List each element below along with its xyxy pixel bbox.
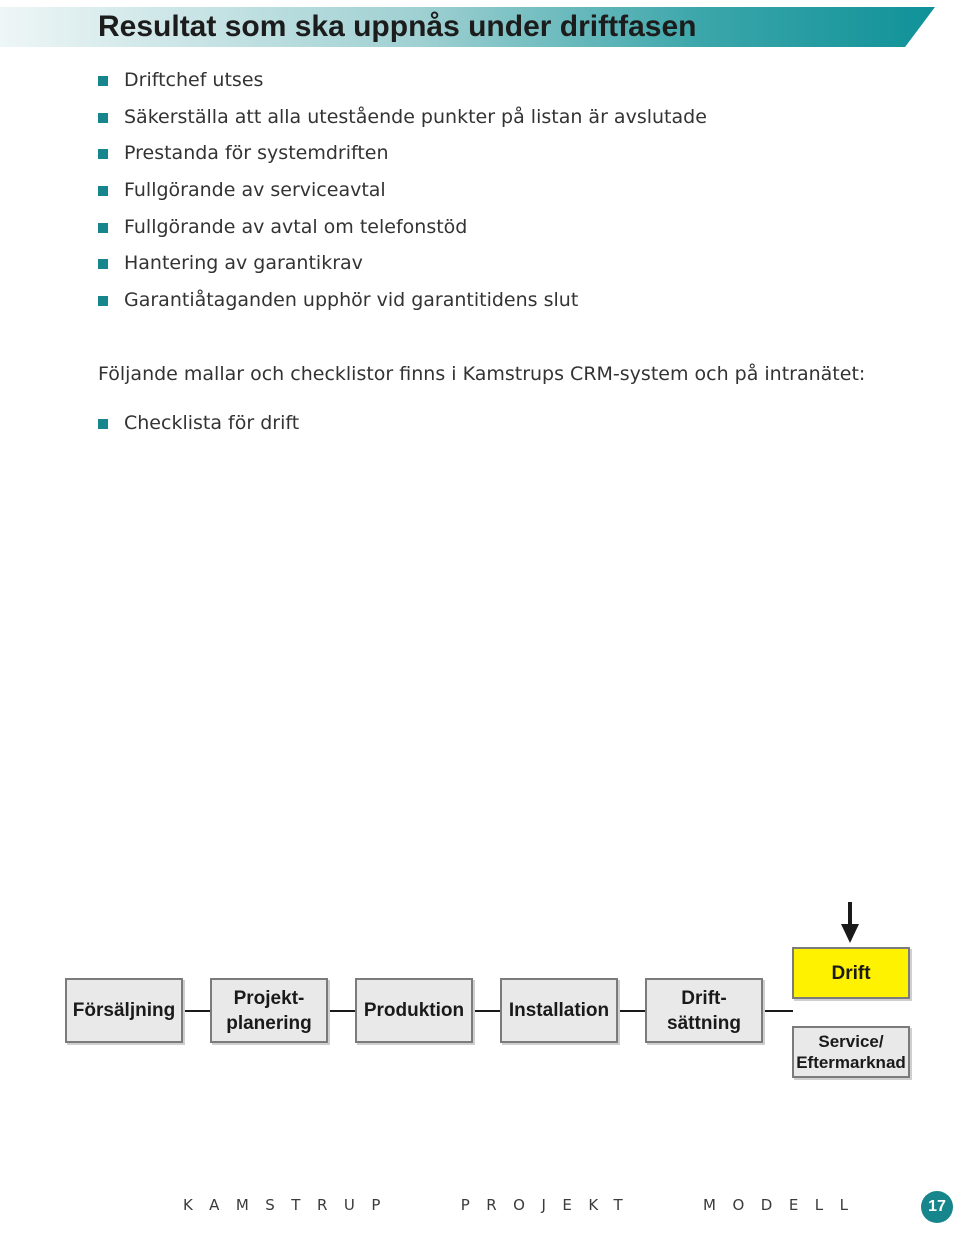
templates-list	[98, 405, 299, 442]
current-phase-arrow-icon	[841, 902, 859, 943]
square-bullet-icon	[98, 76, 108, 86]
footer-brand: KAMSTRUP PROJEKT MODELL	[183, 1196, 865, 1214]
connector-line	[328, 1010, 356, 1012]
list-item-text: Prestanda för systemdriften	[124, 142, 389, 165]
list-item	[98, 405, 299, 442]
list-item	[98, 62, 707, 99]
connector-line	[472, 1010, 500, 1012]
list-item	[98, 135, 707, 172]
phase-commissioning: Drift- sättning	[645, 978, 763, 1043]
results-list	[98, 62, 707, 319]
phase-project-planning: Projekt- planering	[210, 978, 328, 1043]
phase-operation-active: Drift	[792, 947, 910, 999]
square-bullet-icon	[98, 186, 108, 196]
page-number: 17	[921, 1191, 953, 1223]
square-bullet-icon	[98, 149, 108, 159]
list-item	[98, 282, 707, 319]
square-bullet-icon	[98, 296, 108, 306]
list-item-text: Hantering av garantikrav	[124, 252, 363, 275]
connector-line	[183, 1010, 211, 1012]
list-item-text: Driftchef utses	[124, 69, 264, 91]
square-bullet-icon	[98, 113, 108, 123]
list-item-text: Garantiåtaganden upphör vid garantitidens slut	[124, 289, 579, 312]
list-item	[98, 99, 707, 136]
square-bullet-icon	[98, 259, 108, 269]
square-bullet-icon	[98, 223, 108, 233]
list-item	[98, 245, 707, 282]
list-item	[98, 209, 707, 246]
connector-line	[762, 1010, 793, 1012]
list-item-text: Fullgörande av serviceavtal	[124, 179, 386, 202]
phase-sales: Försäljning	[65, 978, 183, 1043]
templates-intro: Följande mallar och checklistor finns i Kamstrups CRM-system och på intranätet:	[98, 363, 866, 385]
list-item-text: Checklista för drift	[124, 412, 300, 434]
list-item	[98, 172, 707, 209]
list-item-text: Fullgörande av avtal om telefonstöd	[124, 215, 468, 238]
phase-production: Produktion	[355, 978, 473, 1043]
list-item-text: Säkerställa att alla utestående punkter på listan är avslutade	[124, 105, 707, 128]
phase-service-aftermarket: Service/ Eftermarknad	[792, 1026, 910, 1078]
square-bullet-icon	[98, 419, 108, 429]
connector-line	[617, 1010, 646, 1012]
page-title: Resultat som ska uppnås under driftfasen	[98, 10, 697, 43]
phase-installation: Installation	[500, 978, 618, 1043]
